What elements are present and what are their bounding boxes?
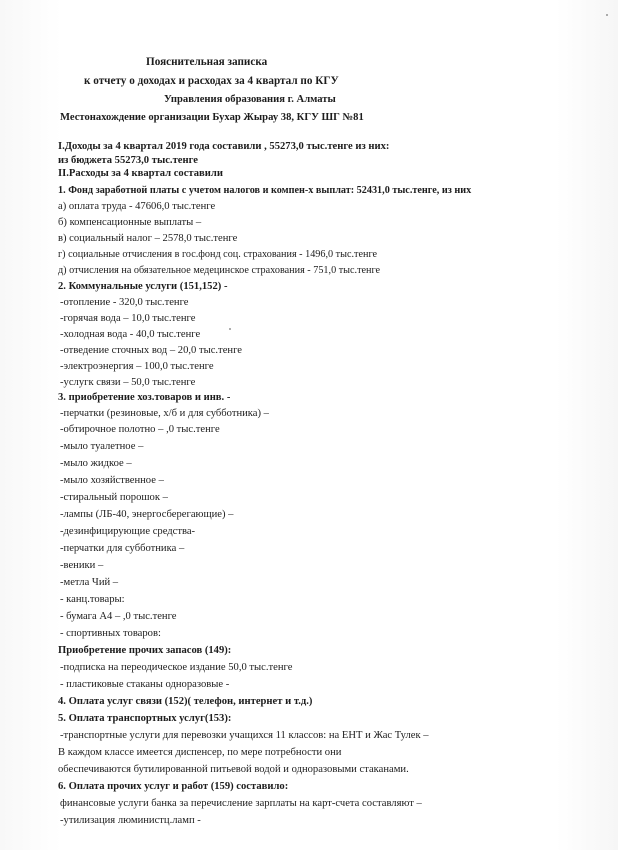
transport-item: обеспечиваются бутилированной питьевой водой и одноразовыми стаканами. [58,764,409,775]
goods-item: -веники – [60,560,104,571]
other-services-item: -утилизация люминистц.ламп - [60,815,201,826]
other-services-heading: 6. Оплата прочих услуг и работ (159) составило: [58,781,289,792]
wage-fund-item: б) компенсационные выплаты – [58,217,202,228]
utilities-item: -холодная вода - 40,0 тыс.тенге [60,329,201,340]
title-line-1: Пояснительная записка [146,56,268,68]
goods-item: -дезинфицирующие средства- [60,526,196,537]
goods-item: -стиральный порошок – [60,492,168,503]
wage-fund-item: г) социальные отчисления в гос.фонд соц. страхования - 1496,0 тыс.тенге [58,249,378,260]
wage-fund-heading: 1. Фонд заработной платы с учетом налогов и компен-х выплат: 52431,0 тыс.тенге, из них [58,185,472,196]
scan-speck [606,14,608,16]
other-services-item: финансовые услуги банка за перечисление зарплаты на карт-счета составляют – [60,798,422,809]
goods-item: -перчатки для субботника – [60,543,185,554]
utilities-item: -отопление - 320,0 тыс.тенге [60,297,189,308]
wage-fund-item: в) социальный налог – 2578,0 тыс.тенге [58,233,238,244]
transport-heading: 5. Оплата транспортных услуг(153): [58,713,232,724]
utilities-item: -услугк связи – 50,0 тыс.тенге [60,377,196,388]
scan-speck [229,328,231,330]
other-stock-item: - пластиковые стаканы одноразовые - [60,679,230,690]
organization-location: Местонахождение организации Бухар Жырау 38, КГУ ШГ №81 [60,112,364,123]
utilities-heading: 2. Коммунальные услуги (151,152) - [58,281,228,292]
goods-item: - спортивных товаров: [60,628,161,639]
goods-item: - канц.товары: [60,594,125,605]
wage-fund-item: а) оплата труда - 47606,0 тыс.тенге [58,201,216,212]
income-line-1: I.Доходы за 4 квартал 2019 года составили , 55273,0 тыс.тенге из них: [58,141,390,152]
transport-item: -транспортные услуги для перевозки учащихся 11 классов: на ЕНТ и Жас Тулек – [60,730,429,741]
goods-item: -обтирочное полотно – ,0 тыс.тенге [60,424,220,435]
goods-item: -мыло туалетное – [60,441,144,452]
goods-item: -мыло жидкое – [60,458,132,469]
communication-heading: 4. Оплата услуг связи (152)( телефон, интернет и т.д.) [58,696,313,707]
goods-item: -метла Чий – [60,577,119,588]
transport-item: В каждом классе имеется диспенсер, по мере потребности они [58,747,342,758]
wage-fund-item: д) отчисления на обязательное медецинское страхования - 751,0 тыс.тенге [58,265,381,276]
expenses-heading: II.Расходы за 4 квартал составили [58,168,223,179]
utilities-item: -отведение сточных вод – 20,0 тыс.тенге [60,345,242,356]
title-line-2: к отчету о доходах и расходах за 4 квартал по КГУ [84,75,339,87]
organization-name: Управления образования г. Алматы [164,94,336,105]
other-stock-heading: Приобретение прочих запасов (149): [58,645,232,656]
goods-item: -перчатки (резиновые, х/б и для субботника) – [60,408,269,419]
other-stock-item: -подписка на переодическое издание 50,0 тыс.тенге [60,662,293,673]
goods-heading: 3. приобретение хоз.товаров и инв. - [58,392,231,403]
income-line-2: из бюджета 55273,0 тыс.тенге [58,155,198,166]
utilities-item: -электроэнергия – 100,0 тыс.тенге [60,361,214,372]
goods-item: -мыло хозяйственное – [60,475,164,486]
utilities-item: -горячая вода – 10,0 тыс.тенге [60,313,196,324]
goods-item: -лампы (ЛБ-40, энергосберегающие) – [60,509,234,520]
goods-item: - бумага А4 – ,0 тыс.тенге [60,611,177,622]
